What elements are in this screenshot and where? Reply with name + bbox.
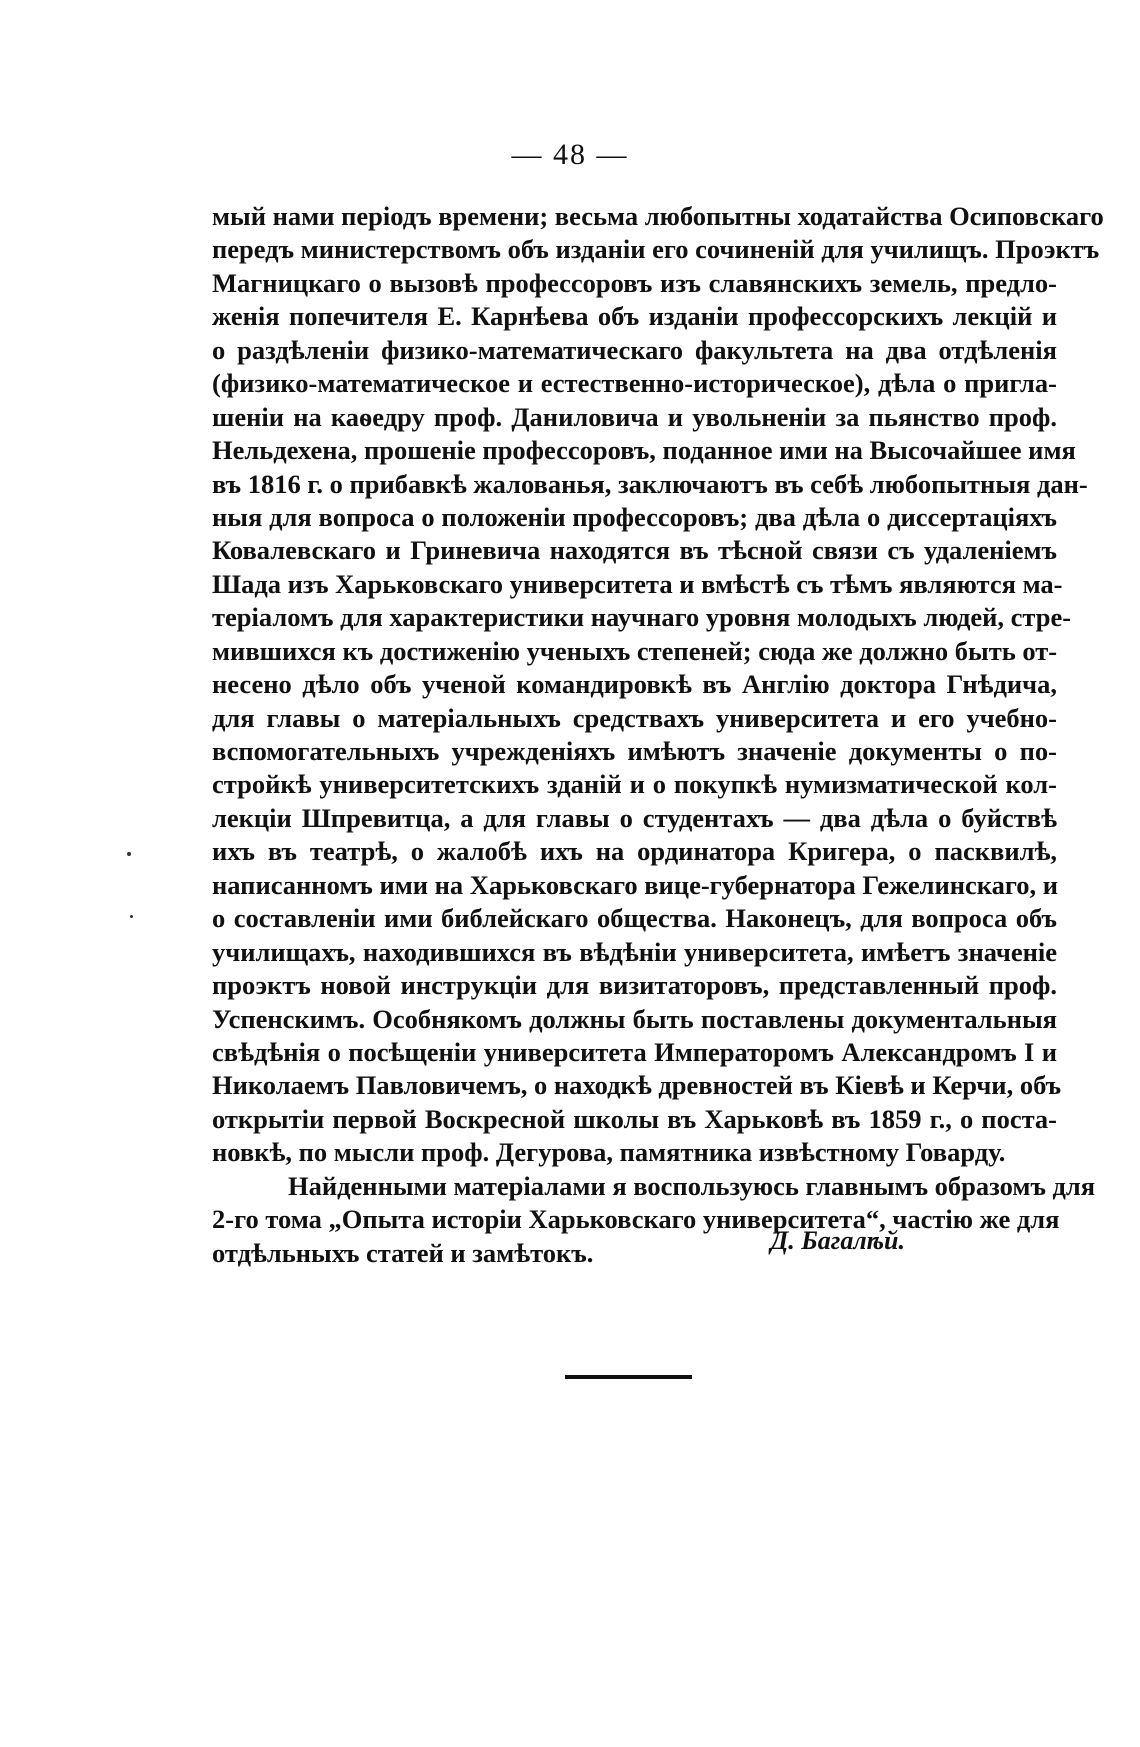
text-line: ныя для вопроса о положеніи профессоровъ; два дѣла о диссертаціяхъ [212,501,1057,532]
text-line: для главы о матеріальныхъ средствахъ университета и его учебно- [212,702,1057,733]
text-line: передъ министерствомъ объ изданіи его сочиненій для училищъ. Проэктъ [212,234,1100,265]
text-line: стройкѣ университетскихъ зданій и о покупкѣ нумизматической кол- [212,769,1057,800]
document-body [212,200,1104,1270]
text-line: написанномъ ими на Харьковскаго вице-губернатора Гежелинскаго, и [212,869,1059,900]
text-line: (физико-математическое и естественно-историческое), дѣла о пригла- [212,368,1057,399]
text-line: мый нами періодъ времени; весьма любопытны ходатайства Осиповскаго [212,201,1104,231]
text-line: шеніи на каѳедру проф. Даниловича и увольненіи за пьянство проф. [212,401,1057,432]
print-speck [127,852,131,856]
text-line: Нельдехена, прошеніе профессоровъ, поданное ими на Высочайшее имя [212,435,1076,466]
text-line: Николаемъ Павловичемъ, о находкѣ древностей въ Кіевѣ и Керчи, объ [212,1070,1062,1101]
author-signature: Д. Багалѣй. [770,1226,905,1255]
text-line: ихъ въ театрѣ, о жалобѣ ихъ на ординатора Кригера, о пасквилѣ, [212,836,1057,867]
text-line: Шада изъ Харьковскаго университета и вмѣстѣ съ тѣмъ являются ма- [212,568,1063,599]
text-line: о составленіи ими библейскаго общества. Наконецъ, для вопроса объ [212,903,1057,934]
text-line: новкѣ, по мысли проф. Дегурова, памятника извѣстному Говарду. [212,1137,1006,1168]
text-line: теріаломъ для характеристики научнаго уровня молодыхъ людей, стре- [212,602,1072,633]
text-line: Магницкаго о вызовѣ профессоровъ изъ славянскихъ земель, предло- [212,267,1057,298]
text-line: мившихся къ достиженію ученыхъ степеней; сюда же должно быть от- [212,635,1058,666]
text-line: свѣдѣнія о посѣщеніи университета Императоромъ Александромъ I и [212,1036,1057,1067]
text-line: Ковалевскаго и Гриневича находятся въ тѣсной связи съ удаленіемъ [212,535,1057,566]
text-line: 2-го тома „Опыта исторіи Харьковскаго университета“, частію же для [212,1204,1060,1235]
text-line: о раздѣленіи физико-математическаго факультета на два отдѣленія [212,334,1057,365]
text-line: училищахъ, находившихся въ вѣдѣніи университета, имѣетъ значеніе [212,936,1057,967]
text-line: отдѣльныхъ статей и замѣтокъ. [212,1237,594,1268]
text-line: вспомогательныхъ учрежденіяхъ имѣютъ значеніе документы о по- [212,736,1057,766]
text-line: Найденными матеріалами я воспользуюсь главнымъ образомъ для [288,1170,1096,1201]
page-number: — 48 — [511,138,629,171]
text-line: лекціи Шпревитца, а для главы о студентахъ — два дѣла о буйствѣ [212,802,1057,833]
text-line: несено дѣло объ ученой командировкѣ въ Англію доктора Гнѣдича, [212,669,1057,700]
paragraph-1 [212,200,1104,1170]
text-line: женія попечителя Е. Карнѣева объ изданіи профессорскихъ лекцій и [212,301,1057,332]
end-rule-divider [565,1375,692,1379]
text-line: Успенскимъ. Особнякомъ должны быть поставлены документальныя [212,1003,1057,1034]
text-line: открытіи первой Воскресной школы въ Харьковѣ въ 1859 г., о поста- [212,1103,1057,1134]
text-line: проэктъ новой инструкціи для визитаторовъ, представленный проф. [212,970,1057,1001]
text-line: въ 1816 г. о прибавкѣ жалованья, заключаютъ въ себѣ любопытныя дан- [212,468,1088,499]
print-speck [130,915,133,918]
